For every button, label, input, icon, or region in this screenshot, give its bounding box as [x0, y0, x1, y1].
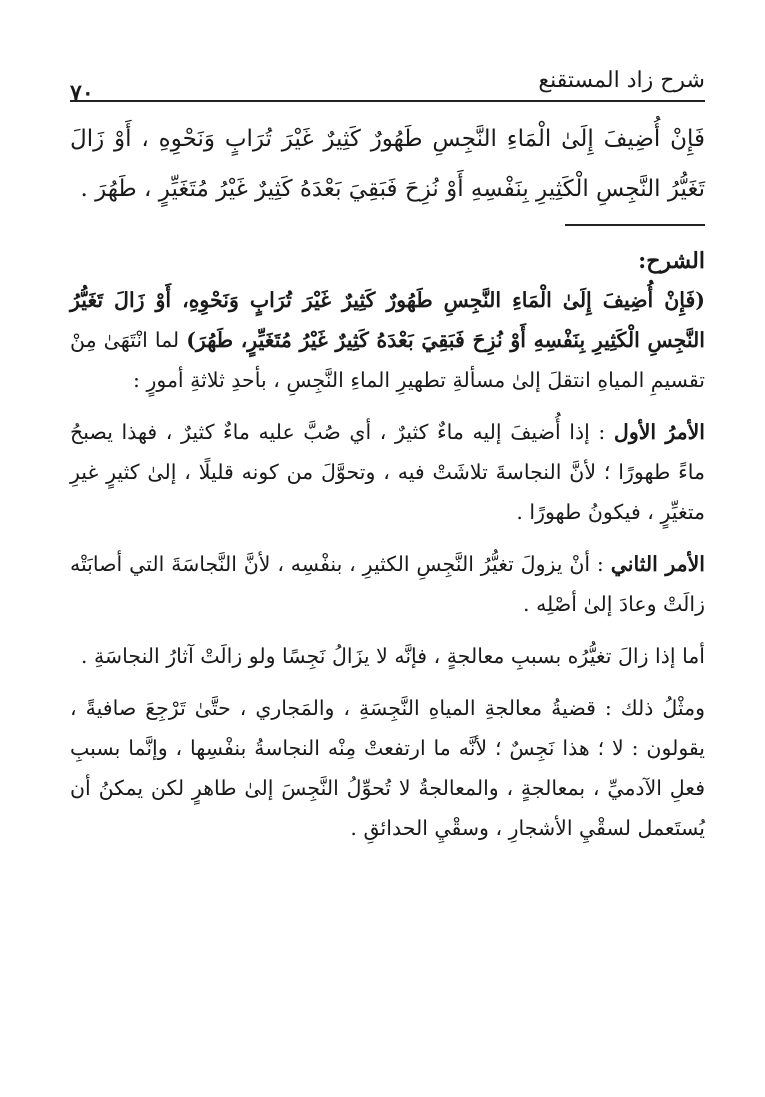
quoted-matn: (فَإِنْ أُضِيفَ إِلَىٰ الْمَاءِ النَّجِسِ طَهُورٌ كَثِيرٌ غَيْرَ تُرَابٍ وَنَحْوِهِ، أَوْ زَالَ تَغَيُّرُ النَّجِسِ الْكَثِيرِ بِنَفْسِهِ أَوْ نُزِحَ فَبَقِيَ بَعْدَهُ كَثِيرٌ غَيْرُ مُتَغَيِّرٍ، طَهُرَ): [70, 288, 705, 352]
sharh-heading: الشرح:: [638, 248, 705, 274]
book-title: شرح زاد المستقنع: [538, 68, 705, 93]
page-number: ٧٠: [70, 80, 94, 106]
sharh-paragraph-5: ومثْلُ ذلك : قضيةُ معالجةِ المياهِ النَّجِسَةِ ، والمَجاري ، حتَّىٰ تَرْجِعَ صافيةً ، يقولون : لا ؛ هذا نَجِسٌ ؛ لأنَّه ما ارتفعتْ مِنْه النجاسةُ بنفْسِها ، وإنَّما بسببِ فعلِ الآدميِّ ، بمعالجةٍ ، والمعالجةُ لا تُحوِّلُ النَّجِسَ إلىٰ طاهرٍ لكن يمكنُ أن يُستَعمل لسقْيِ الأشجارِ ، وسقْيِ الحدائقِ .: [70, 696, 705, 840]
separator-line: [565, 224, 705, 226]
page-header: [70, 62, 705, 106]
paragraph-text: : إذا أُضيفَ إليه ماءٌ كثيرٌ ، أي صُبَّ عليه ماءٌ كثيرٌ ، فهذا يصبحُ ماءً طهورًا ؛ لأنَّ النجاسةَ تلاشَتْ فيه ، وتحوَّلَ من كونه قليلًا ، إلىٰ كثيرٍ غيرِ متغيِّرٍ ، فيكونُ طهورًا .: [70, 420, 705, 524]
first-matter-label: الأمرُ الأول: [613, 420, 705, 444]
paragraph-text: : أنْ يزولَ تغيُّرُ النَّجِسِ الكثيرِ ، بنفْسِه ، لأنَّ النَّجاسَةَ التي أصابَتْه زالَتْ وعادَ إلىٰ أصْلِه .: [70, 552, 705, 616]
sharh-paragraph-2: [70, 412, 705, 532]
paragraph-text: لما انْتَهَىٰ مِنْ تقسيمِ المياهِ انتقلَ إلىٰ مسألةِ تطهيرِ الماءِ النَّجِسِ ، بأحدِ ثلاثةِ أمورٍ :: [70, 328, 705, 392]
sharh-paragraph-4: أما إذا زالَ تغيُّرُه بسببِ معالجةٍ ، فإنَّه لا يزَالُ نَجِسًا ولو زالَتْ آثارُ النجاسَةِ .: [80, 644, 705, 668]
second-matter-label: الأمر الثاني: [610, 552, 705, 576]
matn-text: فَإِنْ أُضِيفَ إِلَىٰ الْمَاءِ النَّجِسِ طَهُورٌ كَثِيرٌ غَيْرَ تُرَابٍ وَنَحْوِهِ ، أَوْ زَالَ تَغَيُّرُ النَّجِسِ الْكَثِيرِ بِنَفْسِهِ أَوْ نُزِحَ فَبَقِيَ بَعْدَهُ كَثِيرٌ غَيْرُ مُتَغَيِّرٍ ، طَهُرَ .: [70, 126, 705, 202]
sharh-paragraph-3: [70, 544, 705, 624]
sharh-paragraph-1: [70, 280, 705, 400]
book-page: [70, 62, 705, 848]
